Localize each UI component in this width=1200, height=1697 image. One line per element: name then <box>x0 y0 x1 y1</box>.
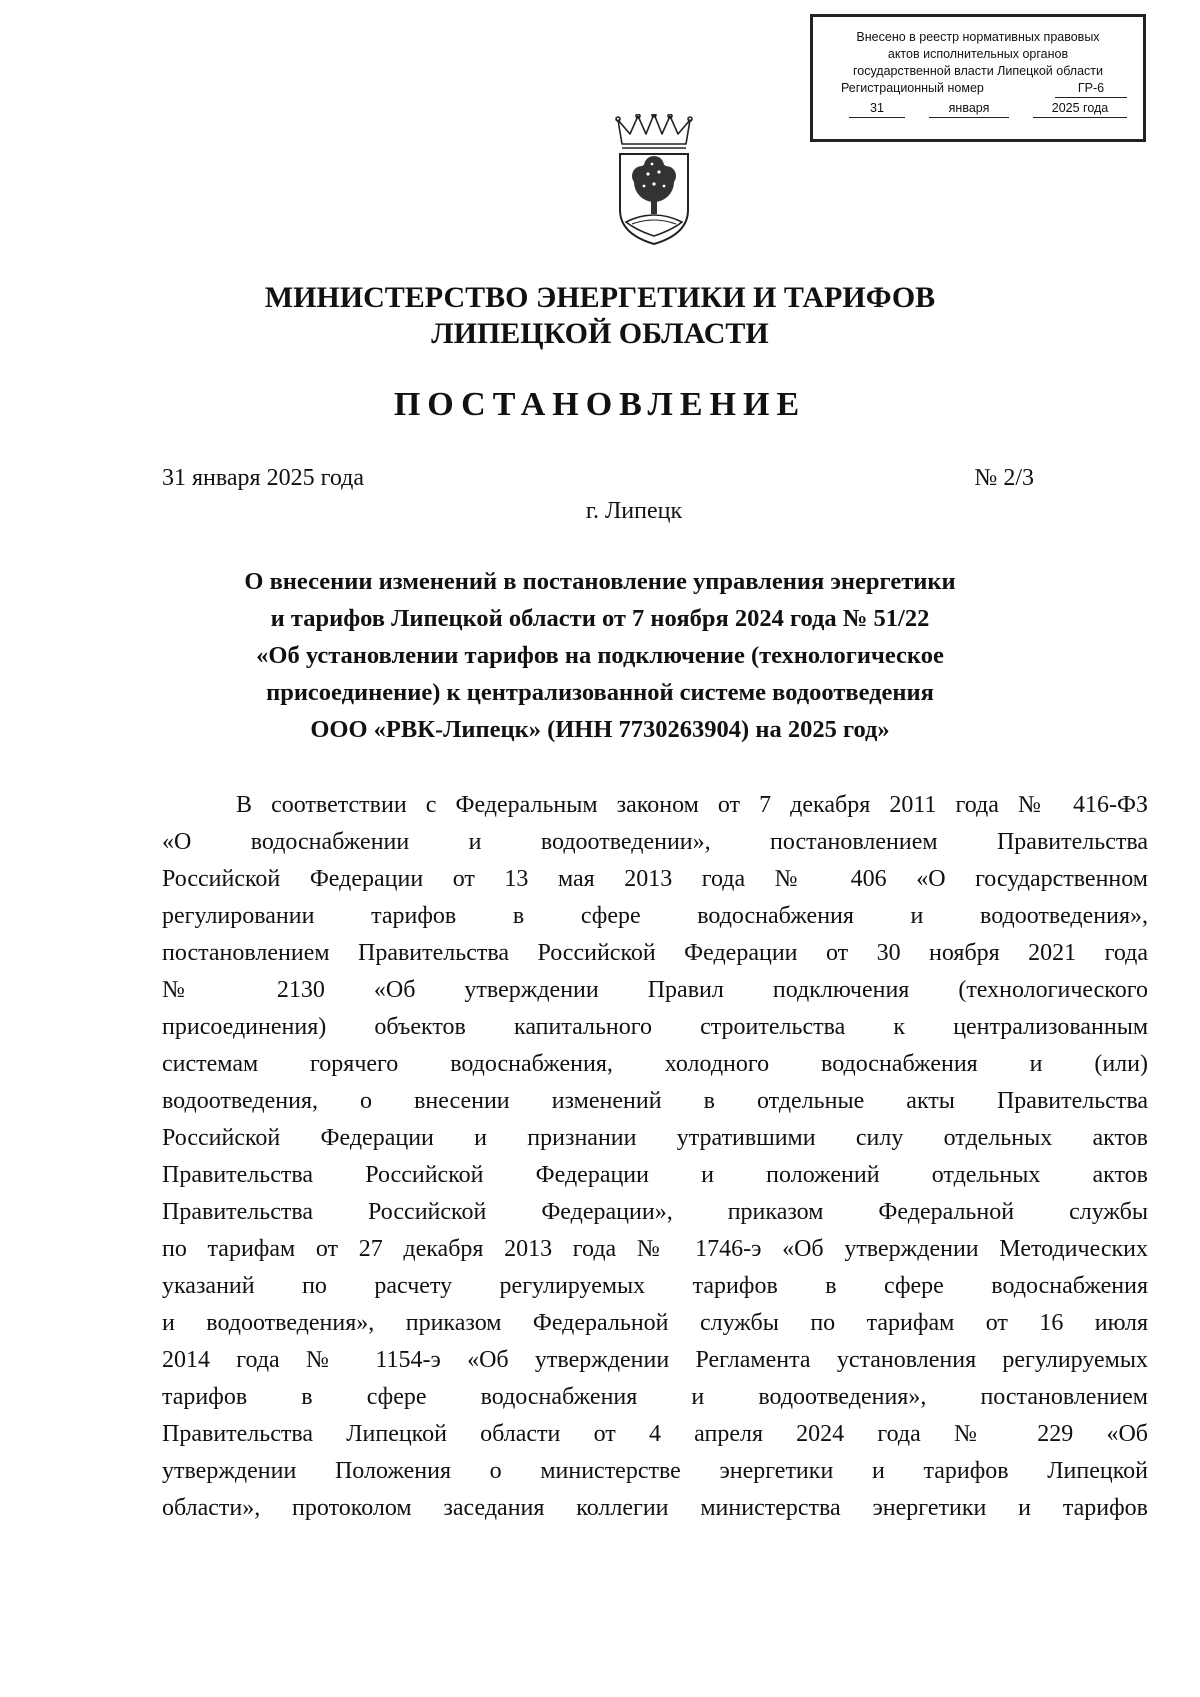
body-paragraph <box>162 787 1148 1527</box>
subject-line: ООО «РВК-Липецк» (ИНН 7730263904) на 2025 год» <box>310 716 890 743</box>
stamp-line-1: Внесено в реестр нормативных правовых <box>856 30 1100 44</box>
body-line: Правительства Липецкой области от 4 апреля 2024 года № 229 «Об <box>162 1421 1148 1447</box>
body-line: постановлением Правительства Российской Федерации от 30 ноября 2021 года <box>162 940 1148 966</box>
body-line: и водоотведения», приказом Федеральной службы по тарифам от 16 июля <box>162 1310 1148 1336</box>
subject-line: присоединение) к централизованной системе водоотведения <box>266 679 934 706</box>
body-line: системам горячего водоснабжения, холодного водоснабжения и (или) <box>162 1051 1148 1077</box>
body-line: по тарифам от 27 декабря 2013 года № 1746-э «Об утверждении Методических <box>162 1236 1148 1262</box>
body-line: В соответствии с Федеральным законом от 7 декабря 2011 года № 416-ФЗ <box>236 792 1148 818</box>
stamp-line-2: актов исполнительных органов <box>887 47 1069 61</box>
document-subject <box>0 563 1200 748</box>
stamp-registration-row <box>821 80 1135 98</box>
stamp-day: 31 <box>849 100 905 118</box>
body-line: указаний по расчету регулируемых тарифов в сфере водоснабжения <box>162 1273 1148 1299</box>
body-line: Российской Федерации от 13 мая 2013 года № 406 «О государственном <box>162 866 1148 892</box>
registry-stamp <box>810 14 1146 142</box>
subject-line: О внесении изменений в постановление управления энергетики <box>244 568 956 595</box>
body-line: тарифов в сфере водоснабжения и водоотведения», постановлением <box>162 1384 1148 1410</box>
coat-of-arms-icon <box>612 114 696 246</box>
document-city: г. Липецк <box>585 498 683 524</box>
body-line: водоотведения, о внесении изменений в отдельные акты Правительства <box>162 1088 1148 1114</box>
stamp-line-3: государственной власти Липецкой области <box>852 64 1104 78</box>
stamp-month: января <box>929 100 1009 118</box>
body-line: 2014 года № 1154-э «Об утверждении Регламента установления регулируемых <box>162 1347 1148 1373</box>
body-line: № 2130 «Об утверждении Правил подключения (технологического <box>162 977 1148 1003</box>
body-line: Российской Федерации и признании утратившими силу отдельных актов <box>162 1125 1148 1151</box>
body-line: «О водоснабжении и водоотведении», постановлением Правительства <box>162 829 1148 855</box>
stamp-date-row <box>821 100 1135 118</box>
stamp-registration-number: ГР-6 <box>1055 80 1127 98</box>
stamp-year: 2025 года <box>1033 100 1127 118</box>
body-line: утверждении Положения о министерстве энергетики и тарифов Липецкой <box>162 1458 1148 1484</box>
body-line: присоединения) объектов капитального строительства к централизованным <box>162 1014 1148 1040</box>
body-line: Правительства Российской Федерации», приказом Федеральной службы <box>162 1199 1148 1225</box>
ministry-name-line-2: ЛИПЕЦКОЙ ОБЛАСТИ <box>431 317 769 350</box>
stamp-registration-label: Регистрационный номер <box>841 81 984 95</box>
ministry-name-line-1: МИНИСТЕРСТВО ЭНЕРГЕТИКИ И ТАРИФОВ <box>264 281 936 314</box>
body-line: регулировании тарифов в сфере водоснабжения и водоотведения», <box>162 903 1148 929</box>
subject-line: «Об установлении тарифов на подключение (технологическое <box>256 642 944 669</box>
subject-line: и тарифов Липецкой области от 7 ноября 2024 года № 51/22 <box>270 605 930 632</box>
document-number: № 2/3 <box>974 465 1034 491</box>
ministry-name <box>0 280 1200 352</box>
document-date: 31 января 2025 года <box>162 465 365 491</box>
body-line: области», протоколом заседания коллегии министерства энергетики и тарифов <box>162 1495 1148 1521</box>
body-line: Правительства Российской Федерации и положений отдельных актов <box>162 1162 1148 1188</box>
document-type: ПОСТАНОВЛЕНИЕ <box>393 386 807 423</box>
